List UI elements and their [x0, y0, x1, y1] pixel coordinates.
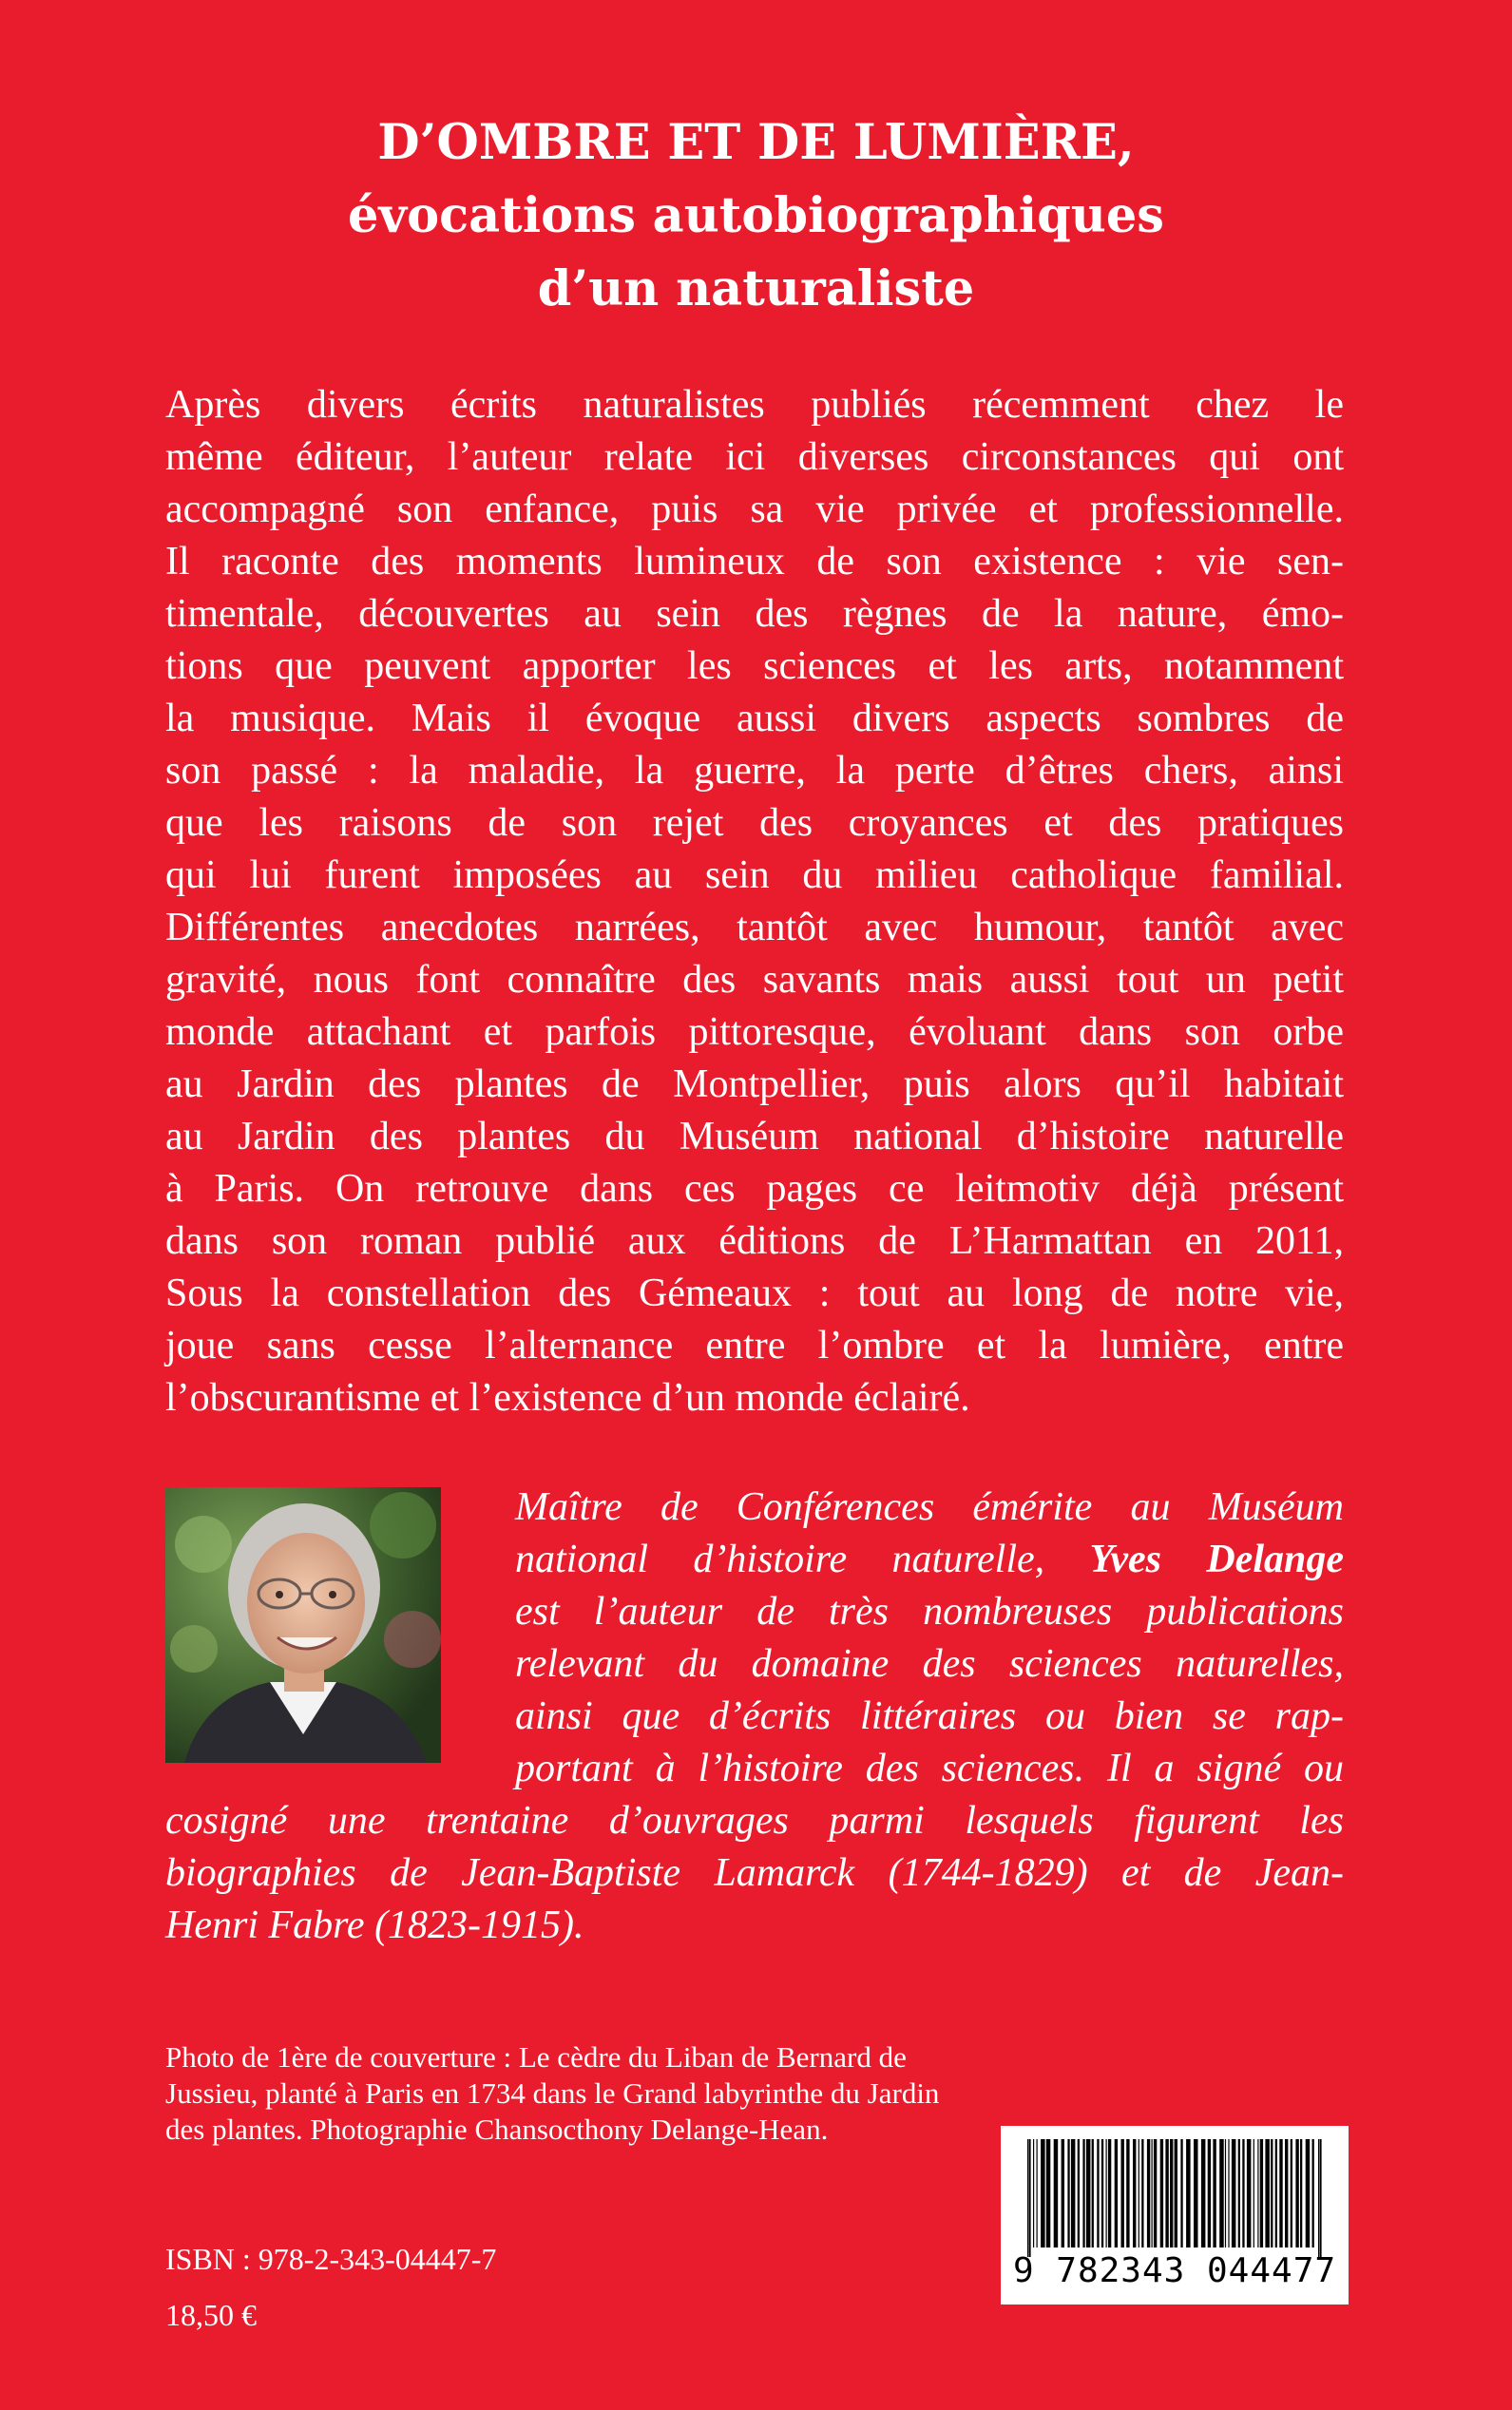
summary-line: qui lui furent imposées au sein du milieu catholique familial.	[165, 853, 1344, 897]
barcode-bar	[1285, 2139, 1288, 2247]
barcode-bar	[1027, 2139, 1029, 2257]
barcode-bar	[1170, 2139, 1173, 2247]
summary-line: Différentes anecdotes narrées, tantôt avec humour, tantôt avec	[165, 906, 1344, 949]
barcode-bar	[1312, 2139, 1314, 2247]
author-name: Yves Delange	[1089, 1538, 1344, 1581]
summary-line: Il raconte des moments lumineux de son existence : vie sen-	[165, 540, 1344, 583]
barcode-bar	[1228, 2139, 1229, 2247]
book-title	[0, 106, 1512, 326]
barcode-bar	[1213, 2139, 1215, 2247]
barcode-bar	[1147, 2139, 1150, 2247]
summary-line: dans son roman publié aux éditions de L’Harmattan en 2011,	[165, 1219, 1344, 1263]
barcode-bar	[1078, 2139, 1080, 2247]
barcode	[1001, 2126, 1349, 2305]
bio-line: ainsi que d’écrits littéraires ou bien se rap-	[515, 1694, 1344, 1738]
bio-line	[515, 1534, 1344, 1586]
bio-line: cosigné une trentaine d’ouvrages parmi lesquels figurent les	[165, 1799, 1344, 1843]
summary-line: timentale, découvertes au sein des règnes de la nature, émo-	[165, 592, 1344, 636]
barcode-bar	[1275, 2139, 1277, 2247]
barcode-bar	[1101, 2139, 1103, 2247]
barcode-bar	[1306, 2139, 1311, 2247]
barcode-bar	[1265, 2139, 1270, 2247]
credit-line: des plantes. Photographie Chansocthony Delange-Hean.	[165, 2113, 829, 2146]
summary-line: l’obscurantisme et l’existence d’un monde éclairé.	[165, 1376, 970, 1420]
author-bio	[165, 1482, 1344, 1952]
summary-line: tions que peuvent apporter les sciences et les arts, notamment	[165, 644, 1344, 688]
bio-line: portant à l’histoire des sciences. Il a signé ou	[515, 1747, 1344, 1790]
barcode-bar	[1092, 2139, 1094, 2247]
barcode-bar	[1271, 2139, 1273, 2247]
barcode-bar	[1194, 2139, 1198, 2247]
barcode-bar	[1318, 2139, 1320, 2257]
bio-line: biographies de Jean-Baptiste Lamarck (1744-1829) et de Jean-	[165, 1851, 1344, 1895]
barcode-bar	[1082, 2139, 1084, 2247]
barcode-bar	[1126, 2139, 1129, 2247]
barcode-bar	[1160, 2139, 1163, 2247]
credit-line: Photo de 1ère de couverture : Le cèdre du Liban de Bernard de	[165, 2040, 907, 2074]
isbn: ISBN : 978-2-343-04447-7	[165, 2242, 497, 2276]
barcode-bar	[1242, 2139, 1244, 2247]
barcode-bar	[1175, 2139, 1177, 2247]
summary-line: gravité, nous font connaître des savants mais aussi tout un petit	[165, 958, 1344, 1002]
barcode-bar	[1041, 2139, 1045, 2247]
barcode-bar	[1067, 2139, 1069, 2247]
barcode-bar	[1054, 2139, 1059, 2247]
title-line-1: D’OMBRE ET DE LUMIÈRE,	[377, 114, 1135, 171]
summary-line: son passé : la maladie, la guerre, la perte d’êtres chers, ainsi	[165, 749, 1344, 793]
summary-line: même éditeur, l’auteur relate ici diverses circonstances qui ont	[165, 435, 1344, 479]
barcode-bar	[1133, 2139, 1136, 2247]
summary-line: à Paris. On retrouve dans ces pages ce leitmotiv déjà présent	[165, 1167, 1344, 1211]
barcode-bar	[1232, 2139, 1236, 2247]
summary-line: joue sans cesse l’alternance entre l’ombre et la lumière, entre	[165, 1324, 1344, 1368]
barcode-bar	[1115, 2139, 1118, 2247]
barcode-bar	[1062, 2139, 1064, 2247]
summary-line: Sous la constellation des Gémeaux : tout au long de notre vie,	[165, 1272, 1344, 1315]
summary-line: la musique. Mais il évoque aussi divers aspects sombres de	[165, 697, 1344, 740]
bio-line: Maître de Conférences émérite au Muséum	[515, 1485, 1344, 1529]
barcode-bar	[1201, 2139, 1206, 2247]
summary-line: au Jardin des plantes de Montpellier, puis alors qu’il habitait	[165, 1062, 1344, 1106]
barcode-bar	[1247, 2139, 1252, 2247]
price: 18,50 €	[165, 2298, 257, 2332]
barcode-bar	[1086, 2139, 1091, 2247]
barcode-bar	[1141, 2139, 1143, 2247]
summary-line: que les raisons de son rejet des croyances et des pratiques	[165, 801, 1344, 845]
bio-line-text: national d’histoire naturelle,	[515, 1538, 1090, 1581]
barcode-bar	[1295, 2139, 1298, 2247]
summary-line: au Jardin des plantes du Muséum national d’histoire naturelle	[165, 1115, 1344, 1158]
barcode-bar	[1208, 2139, 1211, 2247]
bio-line: relevant du domaine des sciences naturelles,	[515, 1642, 1344, 1686]
barcode-bar	[1154, 2139, 1157, 2247]
barcode-bar	[1165, 2139, 1168, 2247]
barcode-bar	[1108, 2139, 1111, 2247]
barcode-bar	[1186, 2139, 1191, 2247]
credit-line: Jussieu, planté à Paris en 1734 dans le Grand labyrinthe du Jardin	[165, 2076, 940, 2110]
barcode-bar	[1300, 2139, 1302, 2247]
photo-credit	[165, 2039, 1116, 2148]
barcode-bar	[1033, 2139, 1034, 2247]
barcode-bar	[1219, 2139, 1224, 2247]
barcode-bar	[1291, 2139, 1292, 2247]
barcode-bar	[1121, 2139, 1124, 2247]
title-line-3: d’un naturaliste	[537, 260, 975, 317]
barcode-bar	[1180, 2139, 1182, 2247]
summary-line: accompagné son enfance, puis sa vie privée et professionnelle.	[165, 488, 1344, 531]
barcode-bar	[1257, 2139, 1258, 2247]
barcode-bar	[1152, 2139, 1153, 2247]
title-line-2: évocations autobiographiques	[347, 187, 1165, 244]
bio-line: Henri Fabre (1823-1915).	[165, 1903, 584, 1947]
barcode-bar	[1279, 2139, 1282, 2247]
summary-line: Après divers écrits naturalistes publiés récemment chez le	[165, 383, 1344, 427]
bio-line: est l’auteur de très nombreuses publications	[515, 1590, 1344, 1634]
summary-line: monde attachant et parfois pittoresque, évoluant dans son orbe	[165, 1010, 1344, 1054]
barcode-bar	[1320, 2139, 1322, 2257]
barcode-bar	[1046, 2139, 1051, 2247]
barcode-digits: 9 782343 044477	[1012, 2251, 1337, 2290]
barcode-bar	[1097, 2139, 1099, 2247]
barcode-bar	[1260, 2139, 1263, 2247]
barcode-bar	[1106, 2139, 1107, 2247]
barcode-bar	[1071, 2139, 1076, 2247]
barcode-bar	[1037, 2139, 1038, 2247]
barcode-bar	[1029, 2139, 1031, 2257]
back-cover-summary	[165, 379, 1344, 1425]
barcode-bar	[1225, 2139, 1226, 2247]
barcode-bar	[1238, 2139, 1240, 2247]
